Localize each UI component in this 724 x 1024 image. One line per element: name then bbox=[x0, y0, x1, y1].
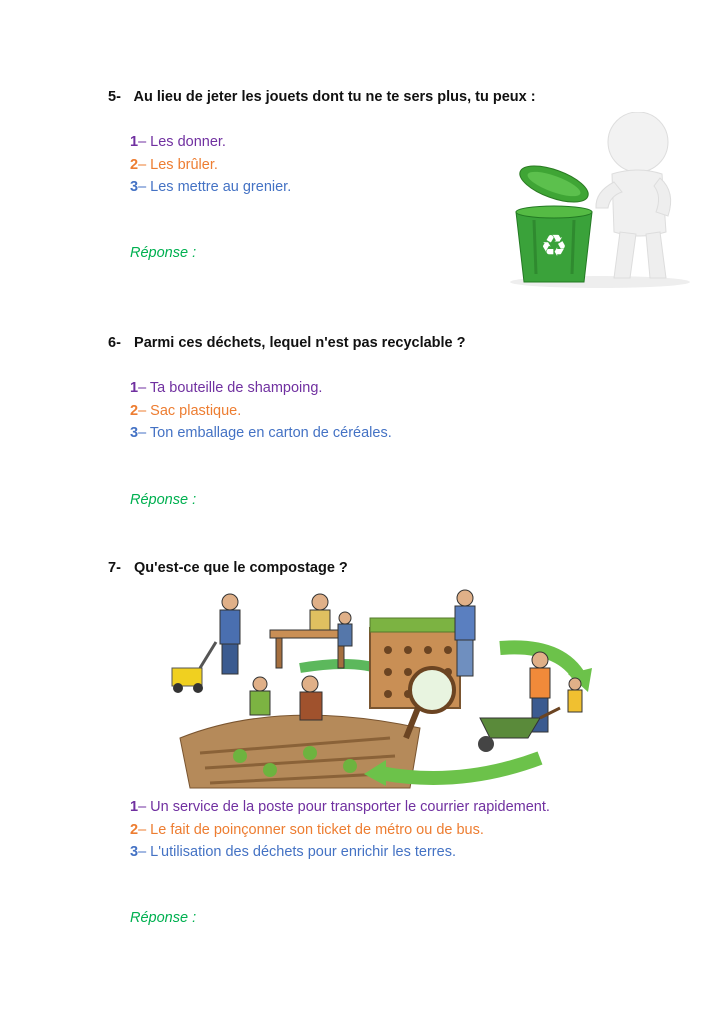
option-2: 2– Les brûler. bbox=[130, 156, 218, 173]
question-6-options bbox=[130, 377, 392, 445]
question-7-options bbox=[130, 796, 550, 864]
question-number: 7- bbox=[108, 560, 121, 576]
question-7-title bbox=[108, 560, 348, 576]
recycle-icon: ♻ bbox=[540, 229, 568, 264]
option-3: 3– L'utilisation des déchets pour enrichir les terres. bbox=[130, 844, 456, 860]
option-1: 1– Ta bouteille de shampoing. bbox=[130, 380, 323, 396]
option-3: 3– Les mettre au grenier. bbox=[130, 179, 292, 195]
option-1: 1– Les donner. bbox=[130, 134, 226, 150]
question-text: Qu'est-ce que le compostage ? bbox=[134, 560, 348, 576]
question-text: Parmi ces déchets, lequel n'est pas recyclable ? bbox=[134, 335, 466, 351]
question-5-answer-label: Réponse : bbox=[130, 245, 197, 261]
option-3: 3– Ton emballage en carton de céréales. bbox=[130, 425, 392, 441]
question-text: Au lieu de jeter les jouets dont tu ne te sers plus, tu peux : bbox=[133, 89, 536, 105]
question-number: 6- bbox=[108, 335, 121, 351]
option-2: 2– Le fait de poinçonner son ticket de métro ou de bus. bbox=[130, 821, 484, 838]
question-6-answer-label: Réponse : bbox=[130, 492, 197, 508]
recycle-bin-illustration bbox=[500, 112, 700, 290]
question-6-title bbox=[108, 335, 466, 351]
composting-illustration bbox=[160, 588, 610, 793]
question-number: 5- bbox=[108, 89, 121, 105]
question-5-title bbox=[108, 89, 536, 105]
option-2: 2– Sac plastique. bbox=[130, 402, 242, 419]
question-5-options bbox=[130, 131, 291, 199]
option-1: 1– Un service de la poste pour transporter le courrier rapidement. bbox=[130, 799, 550, 815]
question-7-answer-label: Réponse : bbox=[130, 910, 197, 926]
